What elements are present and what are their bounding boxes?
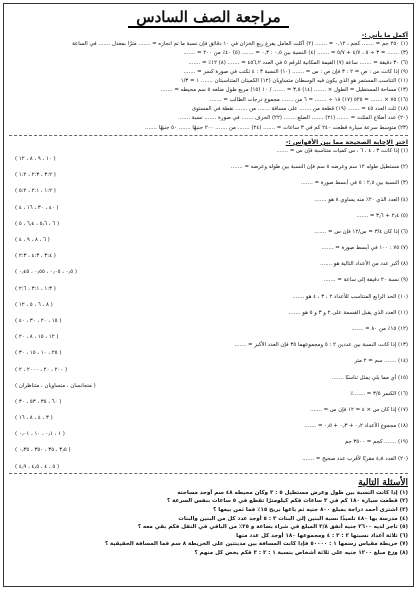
word-problem: (٧) خريطة مقياس رسمها ١ : ٥٠٠٠٠ فإذا كانت المسافة بين مدينتين على الخريطة ٨ سم فما المسافة الحقيقية ؟ — [104, 541, 408, 548]
choice-options: ( ٠٫٥ ، ٠٫٠٥ ، ٠٫٥٥ ، ٠٫٤٥ ) — [15, 269, 78, 276]
choice-question: (٥) ٢٫٤ + ٣٫٦ = ....... — [356, 212, 408, 219]
complete-question: (١) ٢٥٠ جم = ....... كجم ، ٠,١٢ = ....... (٢) أكلت العامل يفرغ ربع الخزان في ١٠ دقائق فإن نسبة ما تم انجازه = ....... مترًا بمعدل ....... في الساعة — [72, 41, 408, 47]
choice-question: (٩) نسبة ٢٠ دقيقة إلى ساعة = ....... — [323, 277, 408, 284]
choice-question: (٨) أكبر عدد من الأعداد التالية هو ....... — [320, 261, 408, 268]
choice-question: (٢٠) العدد ٤٫٨ مقربًا لأقرب عدد صحيح = ....... — [302, 455, 408, 462]
word-problem: (١) إذا كانت النسبة بين طول وعرض مستطيل ٥ : ٣ وكان محيطه ٤٨ سم أوجد مساحته — [177, 489, 408, 496]
section-heading-choose: اختر الإجابة الصحيحة مما بين الأقواس :- — [285, 138, 408, 146]
choice-question: (١٢) ١٥٪ من ٨٠ = ....... — [351, 326, 408, 333]
choice-options: ( ٨ ، ٦ ، ٥ ، ١٢ ) — [15, 301, 53, 308]
choice-question: (٧) ٧٥ : ١٠٠ في أبسط صورة = ....... — [321, 245, 408, 252]
choice-question: (١٤) ....... سم = ٢ متر — [354, 358, 408, 365]
choice-options: ( ١٠ ، ٩ ، ٨ ، ١٢ ) — [15, 156, 56, 163]
choice-question: (١٨) مجموع الأعداد ٠٫٢ + ٠٫٣ + ٠٫٥ = ....... — [304, 423, 408, 430]
word-problem: (٨) وزع مبلغ ١٢٠٠ جنيه على ثلاثة أشخاص بنسبة ١ : ٢ : ٣ فكم يخص كل منهم ؟ — [194, 549, 408, 556]
choice-question: (١٠) الحد الرابع المتناسب للأعداد ٢ ، ٣ ، ٤ هو ....... — [292, 293, 408, 300]
choice-question: (١٥) أي مما يلي يمثل تناسبًا ....... — [331, 374, 408, 381]
choice-question: (٣) النسبة بين ٢,٥ : ٥ في أبسط صورة = ....... — [300, 180, 408, 187]
choice-options: ( ٣٫٥ ، ٣٥ ، ٣٥٠ ، ٠٫٣٥ ) — [15, 447, 71, 454]
choice-options: ( ٦ ، ٨ ، ٩ ، ٤ ) — [15, 237, 50, 243]
complete-questions-list — [9, 40, 408, 133]
choice-options: ( ٥ ، ٤ ، ٤٫٥ ، ٤٫٩ ) — [15, 463, 60, 470]
choice-options: ( ٤٠ ، ٣٠ ، ١٦ ، ٤ ) — [15, 204, 59, 211]
problems-list — [9, 489, 408, 558]
complete-question: (١٣) مساحة المستطيل = الطول × ....... (١٤) ٣,٥ = ....... / ١٠ (١٥) مربع طول ضلعه ٥ سم محيطه = ....... — [160, 87, 408, 94]
complete-question: (٦) ٣٠ دقيقة = ....... ساعة (٧) القيمة المكانية للرقم ٥ في العدد ٤٥٦,٢ = ....... (٨) ١٢٪ = ....... — [188, 59, 408, 66]
worksheet — [3, 3, 414, 587]
choice-options: ( ١:٣ ، ٣:١ ، ٢:٦ ) — [15, 285, 56, 292]
page-title: مراجعة الصف السادس — [128, 8, 288, 28]
title-bar — [9, 7, 408, 29]
choice-question: (١٣) إذا كانت النسبة بين عددين ٢ : ٥ ومجموعهما ٣٥ فإن العدد الأكبر = ....... — [234, 342, 408, 349]
divider — [9, 135, 408, 136]
divider — [9, 473, 408, 474]
choice-question: (٢) مستطيل طوله ١٢ سم وعرضه ٨ سم فإن النسبة بين طوله وعرضه = ....... — [230, 164, 408, 171]
word-problem: (٣) اشترى أحمد دراجة بمبلغ ٨٠٠ جنيه ثم باعها بربح ١٥٪ فما ثمن بيعها ؟ — [213, 506, 408, 513]
choice-question: (١١) العدد الذي يقبل القسمة على ٢ و ٣ و ٥ هو ....... — [288, 309, 408, 316]
complete-question: (٣) ....... = ٣ ÷ ٥ ، ٤/٧ + ٥/٧ = ....... (٤) النسبة بين ٠,٥ : ٠,٣ = ....... (٥) ٤٠٪ من ٢٠٠ = ....... — [183, 50, 408, 57]
choice-options: ( ١٢ ، ١٥ ، ٨ ، ٢٠ ) — [15, 334, 59, 341]
choice-question: (١٦) الكسر ٣/٥ = .......٪ — [350, 390, 408, 397]
choice-options: ( ٢٠٠ ، ٢٠ ، ٢٠٠٠ ، ٢ ) — [15, 366, 68, 373]
word-problem: (٥) تاجر لديه ٣٦٠٠ جنيه أنفق ٣/٨ المبلغ في شراء بضاعة و ٢٥٪ من الباقي في النقل فكم بقي معه ؟ — [137, 524, 408, 531]
complete-question: (١٦) ٧٥ × ....... = ٥٢٥ (١٧) ١٨ ÷ ....... = ٦ من ....... مجموع درجات الطالب = ....... — [209, 96, 408, 103]
word-problem: (٢) قطعت سيارة ١٨٠ كم في ٣ ساعات فكم كيلومترًا تقطع في ٥ ساعات بنفس السرعة ؟ — [167, 498, 408, 505]
complete-question: (٩) إذا كانت س : ص = ٢ : ٣ فإن ص : س = ....... (١٠) النسبة ٣ : ٤ تكتب في صورة كسر = ....... — [183, 68, 408, 75]
choice-question: (٤) العدد الذي ٢٠٪ منه يساوي ٨ هو ....... — [314, 196, 408, 203]
section-heading-problems: الأسئلة التالية — [358, 477, 408, 488]
choice-options: ( ١:٢ ، ٢:١ ، ٥:٢ ) — [15, 188, 56, 195]
choice-options: ( متجانسان ، متساويان ، متناظران ) — [15, 382, 96, 389]
choice-question: (١٩) ....... كجم = ٣٥٠٠ جم — [344, 439, 408, 446]
choice-options: ( ٣:٤ ، ٤:٣ ، ٢:٣ ) — [15, 253, 56, 260]
word-problem: (٦) ثلاثة أعداد نسبتها ٢ : ٣ : ٤ ومجموعها ١٨٠ أوجد كل عدد منها — [236, 532, 408, 539]
complete-question: (٢٣) متوسط سرعة سيارة قطعت ٢٤٠ كم في ٣ ساعات = ....... (٢٤) ....... من ....... ٢٠٠ جنيهًا ....... ٥٠ جنيهًا ....... — [145, 124, 408, 131]
section-heading-complete: أكمل ما يأتي :- — [361, 32, 408, 39]
choose-questions-list — [9, 147, 408, 471]
choice-question: (١٧) إذا كان س × ٤ = ١٢ فإن س = ....... — [309, 406, 408, 413]
choice-options: ( ٦٠ ، ٣٥ ، ٥٣ ، ٣٠ ) — [15, 398, 62, 405]
word-problem: (٤) مدرسة بها ٤٨٠ تلميذًا نسبة البنين إلى البنات ٣ : ٥ أوجد عدد كل من البنين والبنات — [178, 515, 408, 522]
complete-question: (٢٠) عدد أضلاع المثلث = ....... (٢١) ....... الضلع ....... (٢٢) الحرف ....... في صورة ....... نسبة ....... — [178, 115, 408, 122]
choice-options: ( ٦ ، ٥٫٦ ، ٦٫٤ ، ٥ ) — [15, 220, 60, 227]
choice-question: (٦) إذا كان ٣/٤ = س/١٢ فإن س = ....... — [314, 228, 408, 235]
choice-options: ( ٣:٢ ، ٢:٣ ، ١:٢ ) — [15, 172, 56, 179]
choice-options: ( ٣ ، ٤ ، ٨ ، ١٦ ) — [15, 415, 53, 422]
choice-options: ( ٢٥ ، ١٠ ، ١٥ ، ٣٠ ) — [15, 350, 62, 357]
complete-question: (١٨) ثلث العدد ٤٥ = ....... (١٩) قطعة من ....... على مسافة ....... من ....... نقطة في المستوى — [191, 106, 408, 113]
choice-question: (١) إذا كانت ٣ ، ٤ ، ٦ ، س كميات متناسبة فإن س = ....... — [276, 147, 408, 154]
choice-options: ( ١ ، ٠٫١ ، ١٠ ، ٠٫٠١ ) — [15, 431, 65, 438]
complete-question: (١١) التناسب المستمر هو الذي يكون فيه الوسطان متساويان (١٢) الكميتان المتناسبتان ....... ١ = ١/٣ — [180, 78, 408, 85]
choice-options: ( ١٥ ، ٢٠ ، ٣٠ ، ٤٠ ) — [15, 317, 62, 324]
